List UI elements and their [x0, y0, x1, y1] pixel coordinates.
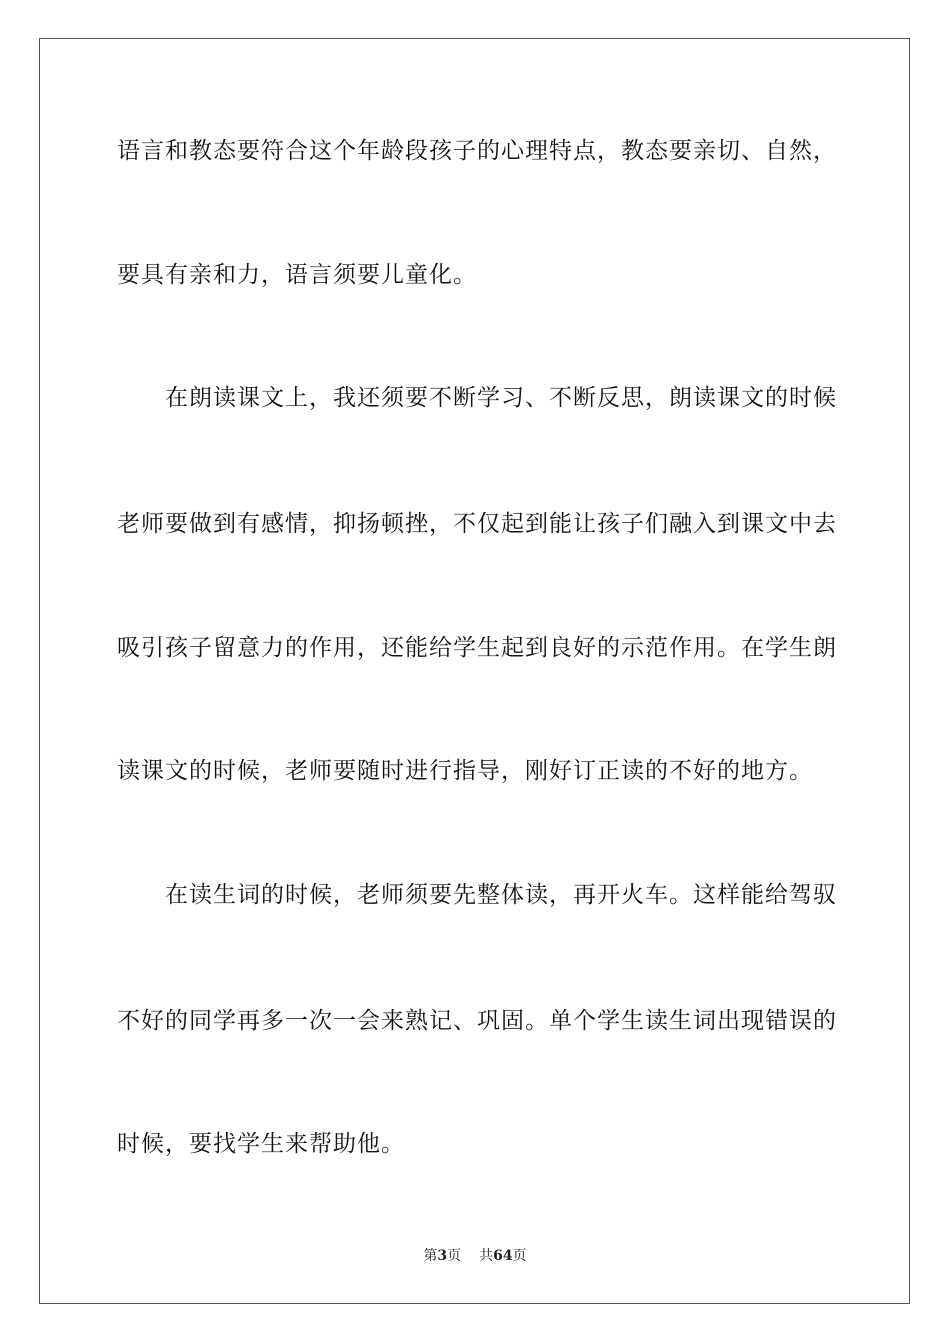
page-suffix: 页: [447, 1248, 462, 1264]
paragraph-line: 要具有亲和力，语言须要儿童化。: [117, 262, 477, 288]
paragraph-line: 在朗读课文上，我还须要不断学习、不断反思，朗读课文的时候: [117, 385, 837, 411]
paragraph-line: 语言和教态要符合这个年龄段孩子的心理特点，教态要亲切、自然，: [117, 138, 837, 164]
total-prefix: 共: [479, 1248, 494, 1264]
total-suffix: 页: [512, 1248, 527, 1264]
paragraph-line: 读课文的时候，老师要随时进行指导，刚好订正读的不好的地方。: [117, 758, 813, 784]
page-prefix: 第: [423, 1248, 438, 1264]
paragraph-line: 在读生词的时候，老师须要先整体读，再开火车。这样能给驾驭: [117, 882, 837, 908]
paragraph-line: 不好的同学再多一次一会来熟记、巩固。单个学生读生词出现错误的: [117, 1008, 837, 1034]
page-border: [39, 38, 910, 1304]
paragraph-line: 时候，要找学生来帮助他。: [117, 1131, 405, 1157]
page-footer: [0, 1247, 950, 1265]
page-number: 3: [437, 1248, 448, 1264]
total-pages: 64: [493, 1248, 513, 1264]
paragraph-line: 吸引孩子留意力的作用，还能给学生起到良好的示范作用。在学生朗: [117, 635, 837, 661]
paragraph-line: 老师要做到有感情，抑扬顿挫，不仅起到能让孩子们融入到课文中去: [117, 511, 837, 537]
